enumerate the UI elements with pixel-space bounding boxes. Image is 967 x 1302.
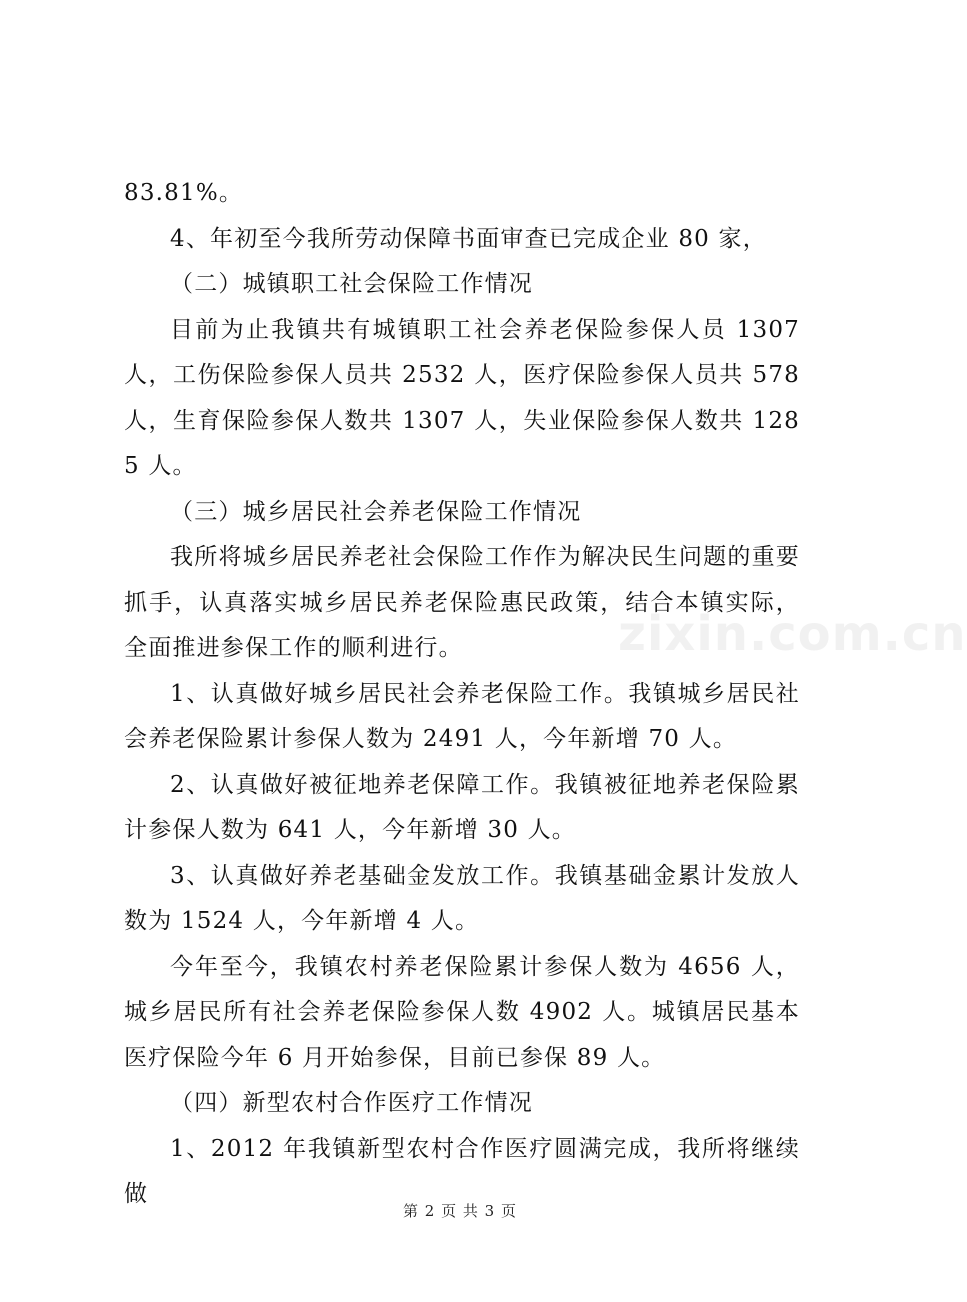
paragraph-rural-item-1: 1、认真做好城乡居民社会养老保险工作。我镇城乡居民社会养老保险累计参保人数为 2491 人，今年新增 70 人。 <box>124 680 800 752</box>
page-footer: 第 2 页 共 3 页 <box>403 1202 517 1220</box>
section-heading-4: （四）新型农村合作医疗工作情况 <box>170 1090 533 1116</box>
section-heading-3: （三）城乡居民社会养老保险工作情况 <box>170 498 582 525</box>
paragraph-percentage-tail: 83.81%。 <box>124 180 244 206</box>
section-heading-2: （二）城镇职工社会保险工作情况 <box>170 271 533 297</box>
paragraph-rural-summary: 今年至今，我镇农村养老保险累计参保人数为 4656 人，城乡居民所有社会养老保险参保人数 4902 人。城镇居民基本医疗保险今年 6 月开始参保，目前已参保 89 人。 <box>124 953 800 1071</box>
paragraph-urban-insurance: 目前为止我镇共有城镇职工社会养老保险参保人员 1307 人，工伤保险参保人员共 2532 人，医疗保险参保人员共 578 人，生育保险参保人数共 1307 人，失业保险参保人数共 1285 人。 <box>124 316 800 479</box>
document-body <box>124 171 800 1218</box>
paragraph-item-4: 4、年初至今我所劳动保障书面审查已完成企业 80 家， <box>170 225 767 252</box>
watermark-text: zixin.com.cn <box>618 606 967 662</box>
paragraph-rural-item-2: 2、认真做好被征地养老保障工作。我镇被征地养老保险累计参保人数为 641 人，今年新增 30 人。 <box>124 771 800 843</box>
paragraph-cooperative-item-1: 1、2012 年我镇新型农村合作医疗圆满完成，我所将继续做 <box>124 1135 800 1207</box>
paragraph-rural-intro: 我所将城乡居民养老社会保险工作作为解决民生问题的重要抓手，认真落实城乡居民养老保险惠民政策，结合本镇实际，全面推进参保工作的顺利进行。 <box>124 544 800 661</box>
paragraph-rural-item-3: 3、认真做好养老基础金发放工作。我镇基础金累计发放人数为 1524 人，今年新增 4 人。 <box>124 862 800 934</box>
